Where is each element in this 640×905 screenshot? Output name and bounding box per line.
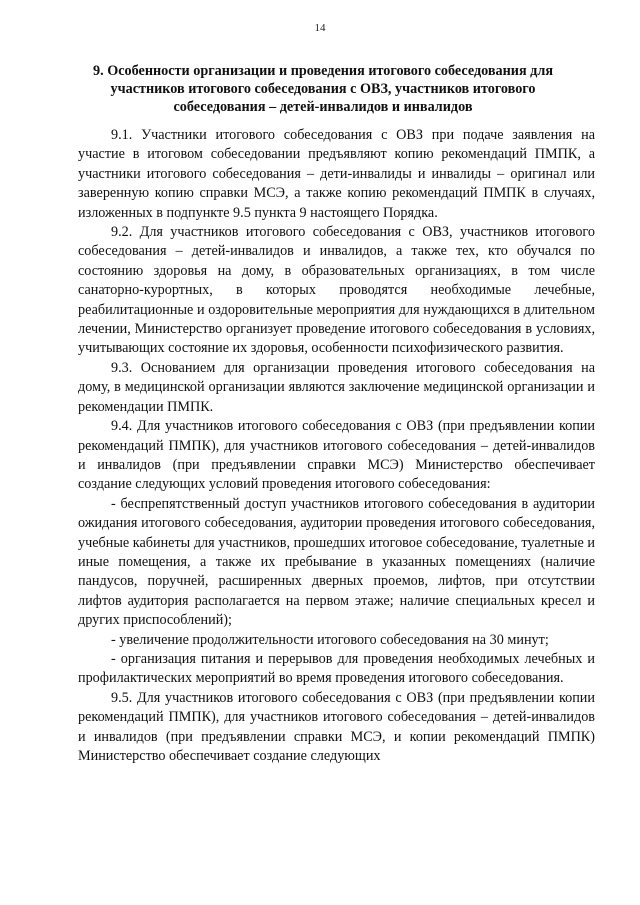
list-item-access: - беспрепятственный доступ участников итогового собеседования в аудитории ожидания итогового собеседования, аудитории проведения итогового собеседования, учебные кабинеты для участников, прошедших итоговое собеседование, туалетные и иные помещения, а также их пребывание в указанных помещениях (наличие пандусов, поручней, расширенных дверных проемов, лифтов, при отсутствии лифтов аудитория располагается на первом этаже; наличие специальных кресел и других приспособлений); <box>78 495 595 629</box>
paragraph-9-1: 9.1. Участники итогового собеседования с ОВЗ при подаче заявления на участие в итоговом собеседовании предъявляют копию рекомендаций ПМПК, а участники итогового собеседования – дети-инвалиды и инвалиды – оригинал или заверенную копию справки МСЭ, а также копию рекомендаций ПМПК в случаях, изложенных в подпункте 9.5 пункта 9 настоящего Порядка. <box>78 127 595 221</box>
paragraph-9-2: 9.2. Для участников итогового собеседования с ОВЗ, участников итогового собеседования – детей-инвалидов и инвалидов, а также тех, кто обучался по состоянию здоровья на дому, в образовательных организациях, в том числе санаторно-курортных, в которых проводятся необходимые лечебные, реабилитационные и оздоровительные мероприятия для нуждающихся в длительном лечении, Министерство организует проведение итогового собеседования в условиях, учитывающих состояние их здоровья, особенности психофизического развития. <box>78 224 595 357</box>
section-body <box>78 126 595 766</box>
paragraph-9-4: 9.4. Для участников итогового собеседования с ОВЗ (при предъявлении копии рекомендаций ПМПК), для участников итогового собеседования – детей-инвалидов и инвалидов (при предъявлении справки МСЭ) Министерство обеспечивает создание следующих условий проведения итогового собеседования: <box>78 418 595 493</box>
paragraph-9-3: 9.3. Основанием для организации проведения итогового собеседования на дому, в медицинской организации являются заключение медицинской организации и рекомендации ПМПК. <box>78 359 595 415</box>
page-number: 14 <box>314 22 326 34</box>
paragraph-9-5: 9.5. Для участников итогового собеседования с ОВЗ (при предъявлении копии рекомендаций ПМПК), для участников итогового собеседования – детей-инвалидов и инвалидов (при предъявлении справки МСЭ, и копии рекомендаций ПМПК) Министерство обеспечивает создание следующих <box>78 689 595 764</box>
list-item-meals: - организация питания и перерывов для проведения необходимых лечебных и профилактических мероприятий во время проведения итогового собеседования. <box>78 650 595 687</box>
section-heading: 9. Особенности организации и проведения итогового собеседования для участников итогового собеседования с ОВЗ, участников итогового собеседования – детей-инвалидов и инвалидов <box>93 63 553 115</box>
list-item-duration: - увеличение продолжительности итогового собеседования на 30 минут; <box>111 631 549 648</box>
